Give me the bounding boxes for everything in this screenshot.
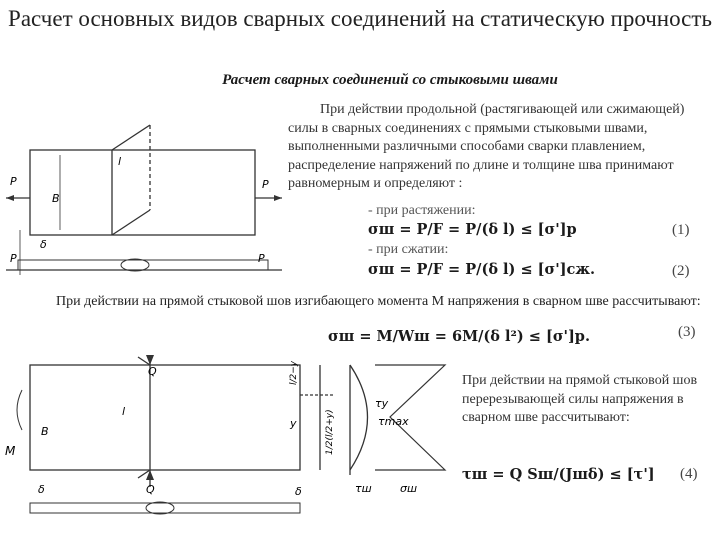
paragraph-axial-load: При действии продольной (растягивающей или сжимающей) силы в сварных соединениях с прямыми стыковыми швами, выполненными различными способами сварки плавлением, распределение напряжений по длине и толщине шва принимают равномерным и определяют : xyxy=(288,102,685,191)
formula-number-3: (3) xyxy=(678,324,696,340)
formula-bending: σш = M/Wш = 6M/(δ l²) ≤ [σ']р. xyxy=(328,328,590,345)
thickness-label: δ xyxy=(40,238,47,251)
y-coordinate-label: y xyxy=(290,417,297,430)
case-compression-label: - при сжатии: xyxy=(368,242,449,257)
formula-number-4: (4) xyxy=(680,466,698,482)
width-label-2: B xyxy=(41,425,49,438)
sigma-weld-label: σш xyxy=(400,482,418,495)
paragraph-shear: При действии на прямой стыковой шов перерезывающей силы напряжения в сварном шве рассчитывают: xyxy=(462,373,698,425)
formula-tension: σш = P/F = P/(δ l) ≤ [σ']р xyxy=(368,221,577,238)
dimension-label-top: l/2−y xyxy=(289,360,299,385)
formula-number-1: (1) xyxy=(672,222,690,238)
tau-weld-label: τш xyxy=(355,482,372,495)
width-label: B xyxy=(52,192,60,205)
force-label-section-right: P xyxy=(258,252,265,265)
plate-outline xyxy=(30,150,255,235)
figure-axial-butt-joint xyxy=(0,110,290,290)
paragraph-bending: При действии на прямой стыковой шов изгибающего момента M напряжения в сварном шве рассчитывают: xyxy=(56,294,701,309)
thickness-label-3: δ xyxy=(295,485,302,498)
plate-outline-2 xyxy=(30,365,300,470)
formula-number-2: (2) xyxy=(672,263,690,279)
force-label-right: P xyxy=(262,178,269,191)
thickness-label-2: δ xyxy=(38,483,45,496)
tau-y-label: τy xyxy=(375,397,389,410)
length-label: l xyxy=(118,155,122,168)
figure-bending-shear-joint xyxy=(0,355,462,540)
length-label-2: l xyxy=(122,405,126,418)
moment-label: M xyxy=(5,444,16,458)
force-label-left: P xyxy=(10,175,17,188)
force-label-section-left: P xyxy=(10,252,17,265)
tau-max-label: τmax xyxy=(378,415,409,428)
section-subtitle: Расчет сварных соединений со стыковыми швами xyxy=(222,72,558,88)
formula-compression: σш = P/F = P/(δ l) ≤ [σ']сж. xyxy=(368,261,596,278)
page-title: Расчет основных видов сварных соединений на статическую прочность xyxy=(8,6,712,31)
shear-label-top: Q xyxy=(148,365,157,378)
case-tension-label: - при растяжении: xyxy=(368,203,476,218)
formula-shear: τш = Q Sш/(Jшδ) ≤ [τ'] xyxy=(462,466,655,483)
dimension-label-mid: 1/2(l/2+y) xyxy=(325,409,335,455)
shear-label-bottom: Q xyxy=(146,483,155,496)
